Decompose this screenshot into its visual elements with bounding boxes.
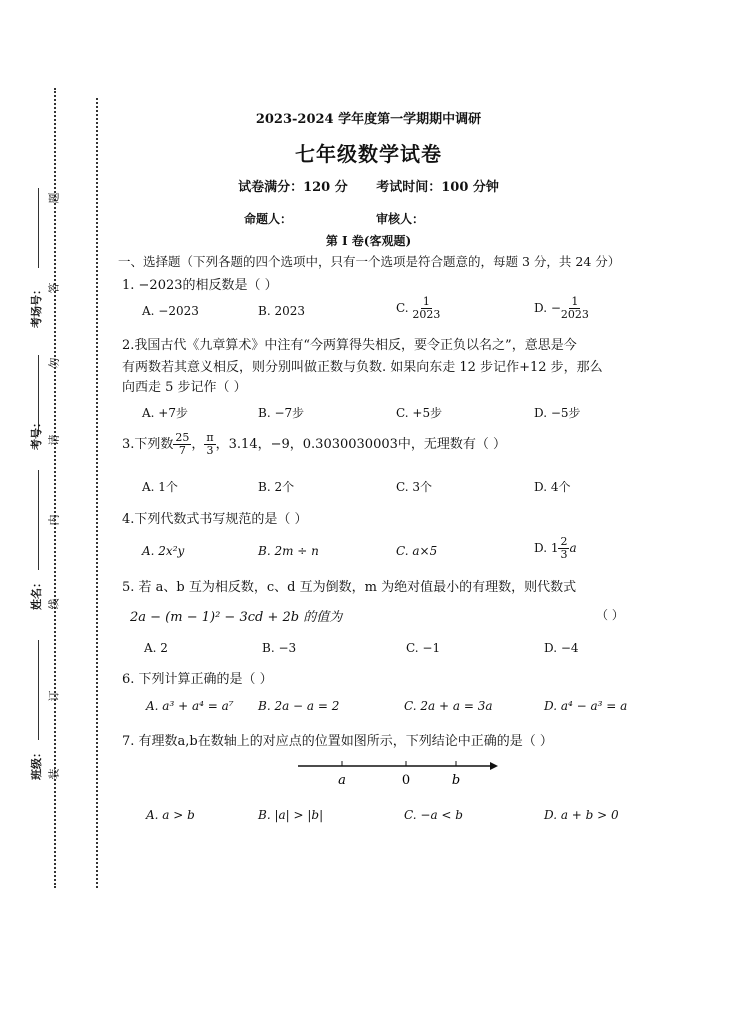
answer-bracket: （ ） <box>596 608 624 622</box>
q4-option-c: C. a×5 <box>396 544 438 558</box>
seal-char: 题 <box>47 192 61 204</box>
q7-option-c: C. −a < b <box>404 808 463 822</box>
q2-option-b: B. −7步 <box>258 406 305 420</box>
axis-label-b: b <box>451 773 461 788</box>
exam-room-label: 考场号： <box>30 284 43 328</box>
q6-option-b: B. 2a − a = 2 <box>258 699 340 713</box>
question-3-stem: 3.下列数 $\frac{25}{7}$ ， $\frac{\pi}{3}$ ，3.14，−9，0.3030030003中，无理数有（ ） <box>122 431 507 457</box>
q5-option-c: C. −1 <box>406 641 441 655</box>
number-line-diagram <box>298 760 498 790</box>
fraction: $\frac{2}{3}$ <box>560 535 568 561</box>
question-5-line-1: 5. 若 a、b 互为相反数，c、d 互为倒数，m 为绝对值最小的有理数，则代数式 <box>122 580 577 595</box>
seal-char: 订 <box>47 690 61 702</box>
question-2-line-2: 有两数若其意义相反，则分别叫做正数与负数. 如果向东走 12 步记作+12 步，那么 <box>122 360 603 375</box>
blank-line <box>38 188 39 268</box>
reviewer-label: 审核人： <box>376 212 425 226</box>
q5-option-a: A. 2 <box>144 641 168 655</box>
exam-title: 七年级数学试卷 <box>295 142 442 166</box>
q4-option-b: B. 2m ÷ n <box>258 544 319 558</box>
q7-option-b: B. |a| > |b| <box>258 808 324 822</box>
part-title: 第 I 卷(客观题) <box>325 234 412 248</box>
seal-char: 答 <box>47 282 61 294</box>
fraction: $\frac{1}{2023}$ <box>412 295 441 321</box>
q2-option-c: C. +5步 <box>396 406 443 420</box>
blank-line <box>38 640 39 740</box>
section-heading: 一、选择题（下列各题的四个选项中，只有一个选项是符合题意的，每题 3 分，共 24 分） <box>118 254 621 269</box>
name-label: 姓名： <box>30 577 43 610</box>
q3-option-b: B. 2个 <box>258 480 295 494</box>
q2-option-d: D. −5步 <box>534 406 581 420</box>
question-2-line-1: 2.我国古代《九章算术》中注有“今两算得失相反，要令正负以名之”，意思是今 <box>122 338 577 353</box>
q7-option-a: A. a > b <box>146 808 195 822</box>
seal-char: 请 <box>47 434 61 446</box>
axis-label-0: 0 <box>401 773 411 788</box>
seal-char: 线 <box>47 598 61 610</box>
axis-label-a: a <box>338 773 346 788</box>
fraction: $\frac{1}{2023}$ <box>560 295 589 321</box>
fraction: $\frac{25}{7}$ <box>175 431 190 457</box>
fraction: $\frac{\pi}{3}$ <box>206 431 214 457</box>
q7-option-d: D. a + b > 0 <box>544 808 619 822</box>
q4-option-a: A. 2x²y <box>142 544 185 558</box>
exam-number-label: 考号： <box>30 417 43 450</box>
q6-option-c: C. 2a + a = 3a <box>404 699 493 713</box>
question-4-stem: 4.下列代数式书写规范的是（ ） <box>122 512 308 527</box>
question-6-stem: 6. 下列计算正确的是（ ） <box>122 672 273 687</box>
q1-option-b: B. 2023 <box>258 304 305 318</box>
question-7-stem: 7. 有理数a,b在数轴上的对应点的位置如图所示，下列结论中正确的是（ ） <box>122 734 553 749</box>
question-5-line-2: 2a − (m − 1)² − 3cd + 2b 的值为 <box>130 610 343 625</box>
q6-option-a: A. a³ + a⁴ = a⁷ <box>146 699 234 713</box>
full-score: 试卷满分：120 分 <box>238 180 348 195</box>
author-label: 命题人： <box>244 212 293 226</box>
q1-option-d: D. − $\frac{1}{2023}$ <box>534 295 589 321</box>
axis-arrow <box>490 762 498 770</box>
q4-option-d: D. 1 $\frac{2}{3}$ a <box>534 535 577 561</box>
exam-info <box>0 176 737 195</box>
q1-option-a: A. −2023 <box>142 304 199 318</box>
exam-time: 考试时间：100 分钟 <box>376 180 499 195</box>
q3-option-a: A. 1个 <box>142 480 178 494</box>
q3-option-d: D. 4个 <box>534 480 571 494</box>
q1-option-c: C. $\frac{1}{2023}$ <box>396 295 441 321</box>
q5-option-b: B. −3 <box>262 641 297 655</box>
seal-char: 装 <box>47 768 61 780</box>
blank-line <box>38 470 39 570</box>
q2-option-a: A. +7步 <box>142 406 188 420</box>
seal-char: 内 <box>47 514 61 526</box>
q3-option-c: C. 3个 <box>396 480 433 494</box>
exam-year-title: 2023-2024 学年度第一学期期中调研 <box>255 112 482 127</box>
seal-char: 勿 <box>47 357 61 369</box>
class-label: 班级： <box>30 747 43 780</box>
q6-option-d: D. a⁴ − a³ = a <box>544 699 628 713</box>
q5-option-d: D. −4 <box>544 641 579 655</box>
binding-dotted-line-inner <box>96 98 98 888</box>
question-2-line-3: 向西走 5 步记作（ ） <box>122 380 247 395</box>
question-1-stem: 1. −2023的相反数是（ ） <box>122 278 278 293</box>
